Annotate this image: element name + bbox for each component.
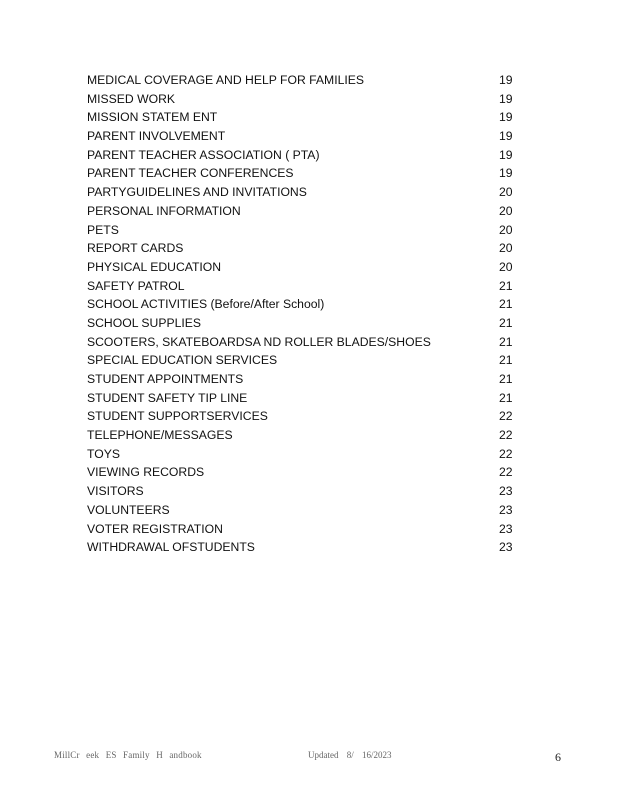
toc-entry-page: 21 <box>499 390 513 405</box>
toc-entry-title: SCOOTERS, SKATEBOARDSA ND ROLLER BLADES/SHOES <box>87 334 431 349</box>
toc-entry-title: STUDENT SAFETY TIP LINE <box>87 390 248 405</box>
toc-entry-title: PARENT INVOLVEMENT <box>87 129 226 144</box>
toc-entry <box>87 501 517 520</box>
toc-entry-title: VOTER REGISTRATION <box>87 521 223 536</box>
toc-entry <box>87 445 517 464</box>
toc-entry-page: 23 <box>499 502 513 517</box>
toc-entry-page: 19 <box>499 129 513 144</box>
footer-handbook-title: MillCr eek ES Family H andbook <box>54 750 202 760</box>
toc-entry <box>87 389 517 408</box>
toc-entry <box>87 295 517 314</box>
toc-entry-title: VISITORS <box>87 484 144 499</box>
toc-entry-page: 19 <box>499 73 513 87</box>
toc-entry-title: REPORT CARDS <box>87 241 184 256</box>
toc-entry-page: 23 <box>499 540 513 555</box>
toc-entry-title: MISSED WORK <box>87 91 176 106</box>
toc-entry-page: 21 <box>499 297 513 312</box>
toc-entry-page: 23 <box>499 484 513 499</box>
toc-entry-page: 21 <box>499 353 513 368</box>
toc-entry-page: 22 <box>499 446 513 461</box>
toc-entry <box>87 426 517 445</box>
toc-entry <box>87 482 517 501</box>
toc-entry <box>87 146 517 165</box>
toc-entry-page: 23 <box>499 521 513 536</box>
toc-entry <box>87 314 517 333</box>
toc-entry <box>87 127 517 146</box>
toc-entry-title: PARENT TEACHER ASSOCIATION ( PTA) <box>87 147 320 162</box>
toc-entry-page: 22 <box>499 409 513 424</box>
toc-entry <box>87 71 517 90</box>
toc-entry <box>87 202 517 221</box>
toc-entry-title: PERSONAL INFORMATION <box>87 203 241 218</box>
footer-updated-date: Updated 8/ 16/2023 <box>308 750 392 760</box>
toc-entry <box>87 239 517 258</box>
toc-entry-page: 20 <box>499 222 513 237</box>
toc-entry <box>87 258 517 277</box>
toc-entry-title: PARENT TEACHER CONFERENCES <box>87 166 294 181</box>
toc-entry-page: 20 <box>499 185 513 200</box>
toc-entry-page: 21 <box>499 372 513 386</box>
toc-entry-page: 21 <box>499 334 513 349</box>
toc-entry-page: 21 <box>499 315 513 330</box>
toc-entry <box>87 90 517 109</box>
toc-entry-page: 20 <box>499 259 513 274</box>
toc-entry-title: PETS <box>87 222 119 237</box>
toc-entry-page: 19 <box>499 110 513 125</box>
toc-entry <box>87 520 517 539</box>
toc-entry-page: 22 <box>499 465 513 480</box>
toc-entry-page: 19 <box>499 147 513 162</box>
toc-entry-page: 20 <box>499 241 513 256</box>
toc-entry-title: VOLUNTEERS <box>87 502 170 517</box>
toc-entry-title: SCHOOL SUPPLIES <box>87 315 202 330</box>
toc-entry-title: WITHDRAWAL OFSTUDENTS <box>87 540 255 555</box>
toc-entry-title: TELEPHONE/MESSAGES <box>87 428 233 443</box>
toc-entry-title: SPECIAL EDUCATION SERVICES <box>87 353 278 368</box>
toc-entry <box>87 108 517 127</box>
toc-entry <box>87 164 517 183</box>
toc-entry <box>87 277 517 296</box>
toc-entry-title: TOYS <box>87 446 120 461</box>
toc-entry-title: PARTYGUIDELINES AND INVITATIONS <box>87 185 307 200</box>
toc-entry <box>87 407 517 426</box>
toc-entry <box>87 370 517 389</box>
toc-entry-page: 20 <box>499 203 513 218</box>
toc-entry-title: SCHOOL ACTIVITIES (Before/After School) <box>87 297 325 312</box>
toc-entry-title: PHYSICAL EDUCATION <box>87 259 222 274</box>
table-of-contents <box>87 71 517 557</box>
toc-entry <box>87 333 517 352</box>
toc-entry <box>87 463 517 482</box>
toc-entry-title: VIEWING RECORDS <box>87 465 205 480</box>
toc-entry <box>87 221 517 240</box>
toc-entry-title: MISSION STATEM ENT <box>87 110 218 125</box>
page-number: 6 <box>555 750 561 764</box>
toc-entry-page: 19 <box>499 166 513 181</box>
toc-entry-title: STUDENT APPOINTMENTS <box>87 372 244 386</box>
toc-entry-page: 19 <box>499 91 513 106</box>
toc-entry <box>87 183 517 202</box>
toc-entry-title: STUDENT SUPPORTSERVICES <box>87 409 268 424</box>
toc-entry <box>87 538 517 557</box>
toc-entry-title: MEDICAL COVERAGE AND HELP FOR FAMILIES <box>87 73 364 87</box>
toc-entry-page: 22 <box>499 428 513 443</box>
toc-entry-title: SAFETY PATROL <box>87 278 185 293</box>
toc-entry <box>87 351 517 370</box>
toc-entry-page: 21 <box>499 278 513 293</box>
